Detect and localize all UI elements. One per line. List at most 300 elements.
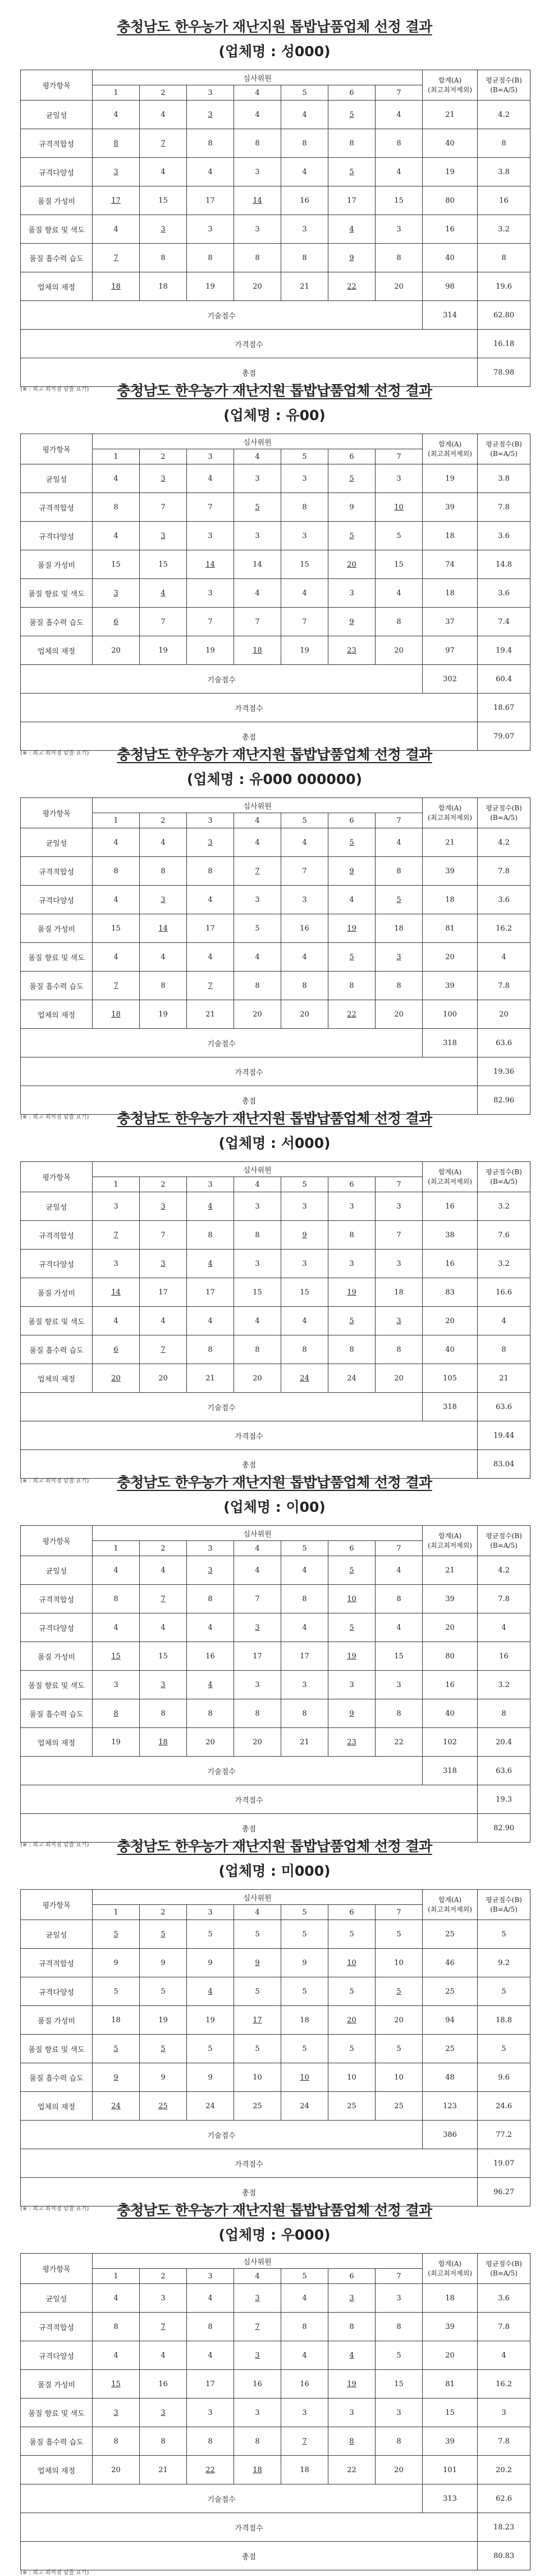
row-total: 18: [423, 2284, 478, 2313]
row-total: 16: [423, 1192, 478, 1221]
row-total: 74: [423, 550, 478, 579]
row-total: 94: [423, 2006, 478, 2035]
header-committee: 심사위원: [93, 798, 423, 813]
judge-score: 8: [376, 857, 423, 886]
table-row: [21, 101, 530, 129]
judge-score: 20: [93, 636, 140, 665]
judge-score: 15: [140, 550, 187, 579]
judge-number: 3: [187, 1905, 234, 1920]
underline-note: (※ : 최고 최저점 밑줄 표기): [20, 2206, 89, 2212]
row-total: 19: [423, 464, 478, 493]
judge-score: 3: [234, 886, 281, 914]
table-row: [21, 943, 530, 972]
judge-score: 4: [281, 101, 328, 129]
underline-note: (※ : 최고 최저점 밑줄 표기): [20, 750, 89, 756]
judge-score: 4: [281, 158, 328, 186]
judge-number: 4: [234, 449, 281, 464]
price-score-value: 19.36: [478, 1057, 530, 1086]
judge-score: 7: [234, 1585, 281, 1613]
judge-number: 3: [187, 449, 234, 464]
judge-score: 4: [93, 828, 140, 857]
row-total: 16: [423, 1250, 478, 1278]
row-total: 39: [423, 972, 478, 1000]
judge-score: 4: [93, 1613, 140, 1642]
judge-score: 9: [328, 493, 376, 522]
judge-score: 4: [187, 1307, 234, 1335]
item-label: 품질 흡수력 습도: [21, 972, 93, 1000]
total-score-value: 82.96: [478, 1086, 530, 1115]
judge-score: 25: [376, 2092, 423, 2121]
judge-score: 8: [328, 1335, 376, 1364]
header-average-line1: 평균점수(B): [486, 804, 522, 812]
row-total: 80: [423, 186, 478, 215]
judge-number: 6: [328, 2269, 376, 2284]
judge-score: 15: [376, 550, 423, 579]
judge-score: 7: [140, 1221, 187, 1250]
judge-number: 4: [234, 813, 281, 828]
judge-score: 8: [281, 244, 328, 272]
row-total: 20: [423, 2341, 478, 2370]
row-average: 7.8: [478, 2313, 530, 2341]
company-prefix: (업체명 :: [218, 1135, 281, 1151]
judge-score: 8: [140, 1699, 187, 1728]
header-average-line1: 평균점수(B): [486, 2259, 522, 2268]
judge-score: 8: [328, 2313, 376, 2341]
header-total-line1: 합계(A): [438, 1168, 462, 1176]
item-label: 규격적합성: [21, 129, 93, 158]
judge-score: 19: [140, 1000, 187, 1029]
row-average: 5: [478, 1977, 530, 2006]
judge-score: 20: [328, 550, 376, 579]
judge-score: 3: [376, 943, 423, 972]
judge-score: 8: [281, 129, 328, 158]
judge-score: 3: [93, 158, 140, 186]
item-label: 규격적합성: [21, 1221, 93, 1250]
judge-score: 3: [328, 1192, 376, 1221]
judge-score: 3: [234, 2341, 281, 2370]
row-total: 98: [423, 272, 478, 301]
tech-score-total: 302: [423, 665, 478, 694]
header-average: [478, 1890, 530, 1920]
judge-score: 19: [281, 636, 328, 665]
judge-score: 7: [93, 972, 140, 1000]
judge-score: 5: [187, 2035, 234, 2063]
header-average-line2: (B=A/5): [490, 449, 518, 458]
judge-score: 20: [93, 1364, 140, 1393]
judge-score: 24: [281, 1364, 328, 1393]
judge-score: 7: [234, 2313, 281, 2341]
table-row: [21, 1699, 530, 1728]
judge-score: 5: [281, 1977, 328, 2006]
item-label: 규격적합성: [21, 2313, 93, 2341]
judge-number: 1: [93, 1177, 140, 1192]
table-row: [21, 2284, 530, 2313]
judge-score: 3: [140, 522, 187, 550]
row-total: 39: [423, 1585, 478, 1613]
judge-score: 10: [376, 1949, 423, 1977]
judge-score: 8: [376, 1699, 423, 1728]
row-average: 7.8: [478, 1585, 530, 1613]
table-row: [21, 2341, 530, 2370]
company-prefix: (업체명 :: [186, 771, 250, 787]
item-label: 규격다양성: [21, 1250, 93, 1278]
row-total: 97: [423, 636, 478, 665]
judge-score: 3: [281, 522, 328, 550]
judge-score: 3: [376, 464, 423, 493]
judge-score: 8: [281, 1699, 328, 1728]
judge-score: 7: [234, 608, 281, 636]
row-average: 4: [478, 1613, 530, 1642]
judge-score: 8: [376, 2427, 423, 2456]
tech-score-total: 318: [423, 1393, 478, 1421]
table-row: [21, 1307, 530, 1335]
judge-score: 4: [328, 886, 376, 914]
header-average: [478, 70, 530, 101]
judge-score: 15: [376, 2370, 423, 2399]
row-average: 20.2: [478, 2456, 530, 2484]
total-score-label: 총점: [21, 1814, 478, 1843]
judge-score: 4: [281, 1556, 328, 1585]
judge-score: 5: [140, 1920, 187, 1949]
score-table: [20, 70, 530, 387]
company-value: 미000: [281, 1863, 324, 1879]
row-total: 81: [423, 914, 478, 943]
table-row: [21, 493, 530, 522]
judge-score: 3: [376, 215, 423, 244]
judge-score: 22: [328, 1000, 376, 1029]
judge-score: 19: [93, 1728, 140, 1757]
tech-score-total: 386: [423, 2121, 478, 2149]
row-average: 4: [478, 943, 530, 972]
header-average-line1: 평균점수(B): [486, 1895, 522, 1904]
judge-score: 8: [93, 2427, 140, 2456]
item-label: 균일성: [21, 1556, 93, 1585]
row-total: 39: [423, 2313, 478, 2341]
judge-score: 15: [93, 550, 140, 579]
judge-score: 20: [376, 1000, 423, 1029]
judge-score: 4: [376, 828, 423, 857]
tech-score-label: 기술점수: [21, 2121, 423, 2149]
header-total: [423, 70, 478, 101]
judge-score: 19: [328, 1642, 376, 1671]
row-average: 3.2: [478, 1250, 530, 1278]
price-score-label: 가격점수: [21, 2513, 478, 2542]
judge-number: 2: [140, 449, 187, 464]
row-average: 7.6: [478, 1221, 530, 1250]
judge-score: 5: [328, 101, 376, 129]
judge-score: 8: [376, 608, 423, 636]
result-section: [0, 728, 549, 1120]
price-score-label: 가격점수: [21, 694, 478, 722]
company-suffix: ): [355, 771, 363, 787]
judge-score: 8: [93, 857, 140, 886]
header-average-line2: (B=A/5): [490, 1541, 518, 1549]
row-average: 16.2: [478, 914, 530, 943]
section-title: 충청남도 한우농가 재난지원 톱밥납품업체 선정 결과: [117, 2202, 432, 2218]
item-label: 품질 흡수력 습도: [21, 1699, 93, 1728]
judge-number: 6: [328, 1177, 376, 1192]
row-average: 14.8: [478, 550, 530, 579]
header-total-line2: (최고최저제외): [428, 449, 472, 458]
header-item: 평가항목: [21, 434, 93, 464]
judge-score: 8: [376, 1585, 423, 1613]
judge-score: 16: [281, 186, 328, 215]
judge-number: 7: [376, 813, 423, 828]
judge-score: 20: [234, 1364, 281, 1393]
table-row: [21, 2456, 530, 2484]
table-row: [21, 1000, 530, 1029]
price-score-label: 가격점수: [21, 2149, 478, 2178]
score-table: [20, 1161, 530, 1479]
judge-score: 21: [187, 1000, 234, 1029]
item-label: 품질 향료 및 색도: [21, 2035, 93, 2063]
judge-score: 19: [140, 636, 187, 665]
judge-number: 1: [93, 1905, 140, 1920]
judge-score: 20: [376, 272, 423, 301]
judge-score: 24: [281, 2092, 328, 2121]
row-average: 9.2: [478, 1949, 530, 1977]
judge-score: 9: [140, 1949, 187, 1977]
judge-score: 3: [376, 1250, 423, 1278]
row-total: 105: [423, 1364, 478, 1393]
row-total: 18: [423, 886, 478, 914]
judge-score: 10: [328, 1585, 376, 1613]
judge-score: 3: [376, 1671, 423, 1699]
judge-number: 4: [234, 1177, 281, 1192]
row-average: 4.2: [478, 101, 530, 129]
item-label: 업체의 재정: [21, 2456, 93, 2484]
item-label: 규격다양성: [21, 2341, 93, 2370]
judge-number: 1: [93, 85, 140, 101]
row-average: 5: [478, 2035, 530, 2063]
judge-score: 8: [281, 2313, 328, 2341]
total-score-label: 총점: [21, 358, 478, 387]
row-average: 19.4: [478, 636, 530, 665]
table-row: [21, 2035, 530, 2063]
judge-number: 4: [234, 1905, 281, 1920]
judge-score: 9: [281, 1949, 328, 1977]
judge-score: 3: [281, 1671, 328, 1699]
table-row: [21, 1613, 530, 1642]
header-average: [478, 434, 530, 464]
table-row: [21, 1642, 530, 1671]
judge-score: 8: [281, 493, 328, 522]
judge-score: 8: [93, 1699, 140, 1728]
judge-score: 7: [187, 493, 234, 522]
item-label: 품질 향료 및 색도: [21, 1671, 93, 1699]
item-label: 균일성: [21, 2284, 93, 2313]
judge-score: 7: [140, 1335, 187, 1364]
judge-score: 5: [328, 2035, 376, 2063]
row-average: 4: [478, 2341, 530, 2370]
item-label: 업체의 재정: [21, 1364, 93, 1393]
item-label: 품질 가성비: [21, 2370, 93, 2399]
judge-score: 4: [187, 2284, 234, 2313]
tech-score-total: 318: [423, 1757, 478, 1785]
row-average: 4: [478, 1307, 530, 1335]
judge-score: 5: [328, 522, 376, 550]
judge-score: 19: [187, 272, 234, 301]
row-average: 9.6: [478, 2063, 530, 2092]
judge-score: 5: [328, 158, 376, 186]
judge-score: 18: [93, 272, 140, 301]
judge-number: 2: [140, 813, 187, 828]
judge-score: 4: [376, 579, 423, 608]
table-row: [21, 1364, 530, 1393]
judge-number: 3: [187, 813, 234, 828]
judge-score: 3: [328, 1250, 376, 1278]
row-average: 8: [478, 129, 530, 158]
tech-score-total: 314: [423, 301, 478, 330]
section-title: 충청남도 한우농가 재난지원 톱밥납품업체 선정 결과: [117, 19, 432, 35]
item-label: 품질 향료 및 색도: [21, 215, 93, 244]
underline-note: (※ : 최고 최저점 밑줄 표기): [20, 386, 89, 393]
header-item: 평가항목: [21, 70, 93, 101]
judge-score: 4: [140, 2341, 187, 2370]
judge-score: 5: [328, 464, 376, 493]
row-total: 37: [423, 608, 478, 636]
total-score-value: 82.90: [478, 1814, 530, 1843]
tech-score-value: 77.2: [478, 2121, 530, 2149]
row-total: 16: [423, 215, 478, 244]
judge-number: 2: [140, 85, 187, 101]
table-row: [21, 1556, 530, 1585]
judge-score: 5: [234, 2035, 281, 2063]
row-total: 16: [423, 1671, 478, 1699]
total-score-label: 총점: [21, 2178, 478, 2206]
item-label: 균일성: [21, 101, 93, 129]
item-label: 품질 향료 및 색도: [21, 579, 93, 608]
header-total-line2: (최고최저제외): [428, 2269, 472, 2277]
judge-score: 3: [376, 2399, 423, 2427]
row-total: 19: [423, 158, 478, 186]
score-table: [20, 797, 530, 1115]
tech-score-total: 318: [423, 1029, 478, 1057]
judge-score: 5: [328, 1920, 376, 1949]
tech-score-label: 기술점수: [21, 1393, 423, 1421]
judge-score: 4: [187, 1192, 234, 1221]
judge-score: 5: [234, 914, 281, 943]
company-prefix: (업체명 :: [218, 43, 281, 60]
judge-score: 20: [281, 1000, 328, 1029]
header-average-line1: 평균점수(B): [486, 76, 522, 84]
table-row: [21, 828, 530, 857]
company-value: 유00: [286, 407, 319, 423]
judge-score: 4: [234, 1307, 281, 1335]
table-row: [21, 2370, 530, 2399]
judge-score: 18: [281, 2006, 328, 2035]
judge-number: 6: [328, 813, 376, 828]
judge-score: 17: [187, 1278, 234, 1307]
row-total: 20: [423, 1613, 478, 1642]
table-row: [21, 464, 530, 493]
judge-score: 4: [140, 1556, 187, 1585]
judge-score: 3: [376, 1192, 423, 1221]
judge-score: 8: [234, 1221, 281, 1250]
judge-score: 14: [140, 914, 187, 943]
row-total: 39: [423, 493, 478, 522]
table-row: [21, 550, 530, 579]
header-total: [423, 1890, 478, 1920]
judge-score: 8: [376, 129, 423, 158]
price-score-value: 16.18: [478, 330, 530, 358]
judge-score: 16: [140, 2370, 187, 2399]
judge-score: 21: [140, 2456, 187, 2484]
judge-score: 8: [187, 1221, 234, 1250]
judge-score: 3: [328, 2399, 376, 2427]
judge-score: 7: [140, 608, 187, 636]
header-average-line1: 평균점수(B): [486, 1168, 522, 1176]
row-total: 102: [423, 1728, 478, 1757]
judge-score: 20: [93, 2456, 140, 2484]
judge-score: 9: [187, 2063, 234, 2092]
judge-score: 4: [93, 2341, 140, 2370]
judge-score: 5: [234, 1977, 281, 2006]
judge-score: 18: [140, 272, 187, 301]
judge-score: 16: [234, 2370, 281, 2399]
underline-note: (※ : 최고 최저점 밑줄 표기): [20, 2570, 89, 2576]
price-score-value: 19.07: [478, 2149, 530, 2178]
judge-number: 4: [234, 1541, 281, 1556]
judge-score: 8: [376, 1335, 423, 1364]
item-label: 품질 가성비: [21, 550, 93, 579]
judge-score: 18: [281, 2456, 328, 2484]
row-average: 7.8: [478, 493, 530, 522]
header-average-line2: (B=A/5): [490, 1177, 518, 1186]
row-total: 18: [423, 522, 478, 550]
header-average-line2: (B=A/5): [490, 1905, 518, 1913]
judge-score: 19: [328, 1278, 376, 1307]
judge-score: 9: [328, 244, 376, 272]
judge-score: 4: [281, 943, 328, 972]
table-row: [21, 886, 530, 914]
judge-score: 20: [234, 272, 281, 301]
row-total: 40: [423, 129, 478, 158]
judge-score: 5: [234, 1920, 281, 1949]
judge-score: 3: [234, 158, 281, 186]
row-total: 123: [423, 2092, 478, 2121]
header-total: [423, 798, 478, 828]
judge-number: 5: [281, 2269, 328, 2284]
table-row: [21, 2006, 530, 2035]
judge-score: 20: [376, 2456, 423, 2484]
judge-score: 17: [234, 1642, 281, 1671]
judge-score: 3: [234, 1250, 281, 1278]
row-average: 3.8: [478, 464, 530, 493]
judge-score: 4: [187, 1977, 234, 2006]
judge-score: 9: [93, 1949, 140, 1977]
judge-score: 3: [234, 2284, 281, 2313]
section-title: 충청남도 한우농가 재난지원 톱밥납품업체 선정 결과: [117, 1838, 432, 1854]
table-row: [21, 1977, 530, 2006]
item-label: 균일성: [21, 1920, 93, 1949]
item-label: 규격적합성: [21, 1949, 93, 1977]
item-label: 균일성: [21, 828, 93, 857]
judge-score: 20: [140, 1364, 187, 1393]
judge-score: 19: [187, 636, 234, 665]
judge-score: 10: [281, 2063, 328, 2092]
judge-score: 3: [328, 2284, 376, 2313]
company-value: 성000: [281, 43, 324, 60]
judge-score: 3: [140, 215, 187, 244]
score-table: [20, 1889, 530, 2206]
item-label: 품질 흡수력 습도: [21, 2427, 93, 2456]
score-table: [20, 2253, 530, 2570]
judge-score: 10: [376, 493, 423, 522]
judge-score: 8: [328, 129, 376, 158]
judge-score: 5: [376, 2035, 423, 2063]
section-title: 충청남도 한우농가 재난지원 톱밥납품업체 선정 결과: [117, 746, 432, 763]
